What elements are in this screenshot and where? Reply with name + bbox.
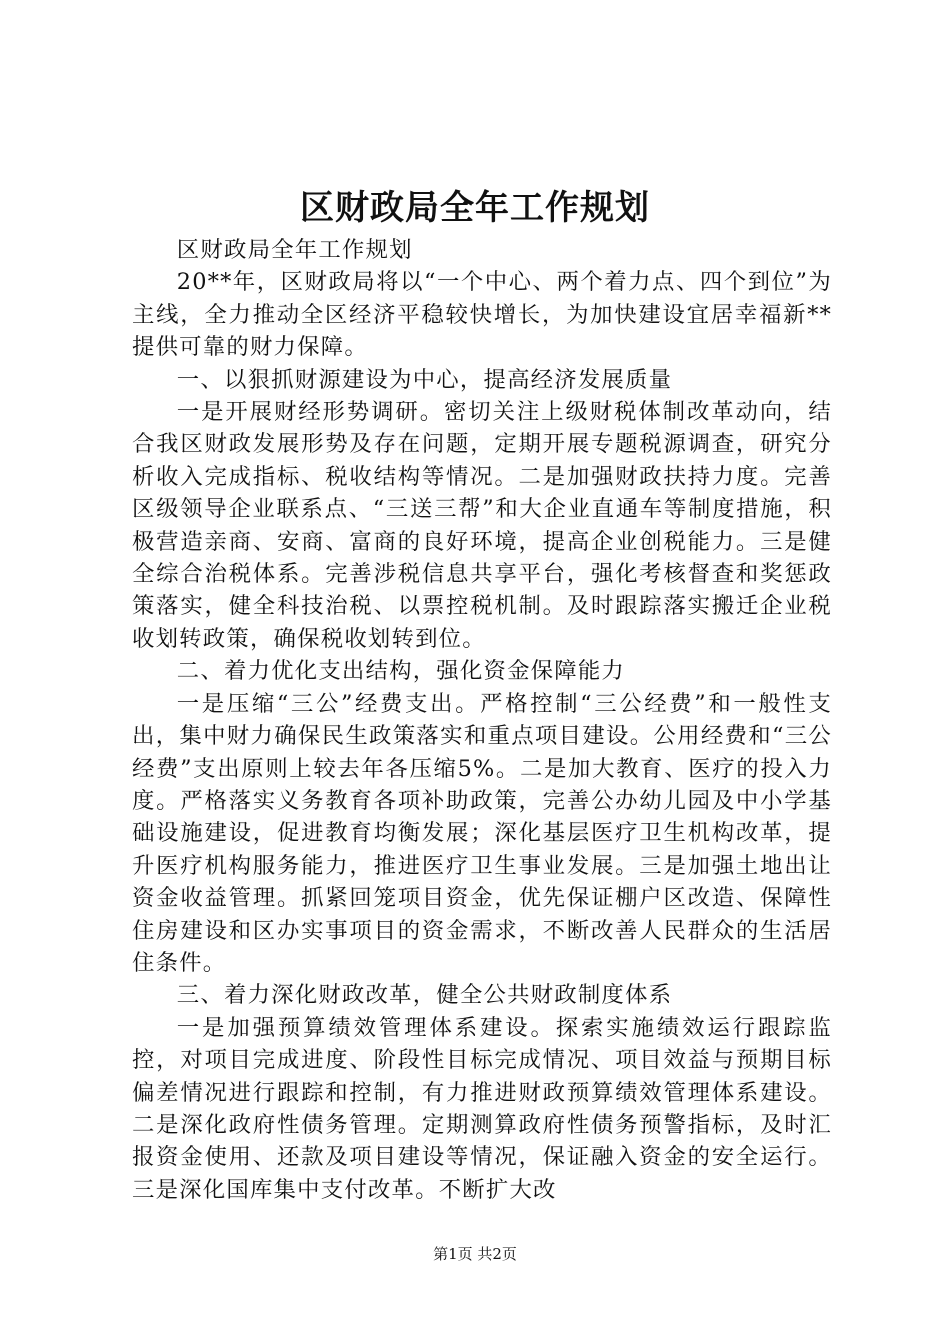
page-footer bbox=[0, 1244, 950, 1264]
body-paragraph-subtitle: 区财政局全年工作规划 bbox=[176, 237, 413, 263]
document-title: 区财政局全年工作规划 bbox=[300, 188, 650, 228]
section-heading-3: 三、着力深化财政改革，健全公共财政制度体系 bbox=[176, 982, 673, 1009]
section-heading-2: 二、着力优化支出结构，强化资金保障能力 bbox=[176, 658, 626, 685]
body-paragraph-section-3: 一是加强预算绩效管理体系建设。探索实施绩效运行跟踪监控，对项目完成进度、阶段性目标完成情况、项目效益与预期目标偏差情况进行跟踪和控制，有力推进财政预算绩效管理体系建设。二是深化政府性债务管理。定期测算政府性债务预警指标，及时汇报资金使用、还款及项目建设等情况，保证融入资金的安全运行。三是深化国库集中支付改革。不断扩大改 bbox=[132, 1014, 832, 1203]
document-body bbox=[132, 234, 832, 1206]
section-heading-1: 一、以狠抓财源建设为中心，提高经济发展质量 bbox=[176, 366, 673, 393]
page-indicator: 第1页 共2页 bbox=[433, 1245, 517, 1263]
body-paragraph-section-1: 一是开展财经形势调研。密切关注上级财税体制改革动向，结合我区财政发展形势及存在问题，定期开展专题税源调查，研究分析收入完成指标、税收结构等情况。二是加强财政扶持力度。完善区级领导企业联系点、“三送三帮”和大企业直通车等制度措施，积极营造亲商、安商、富商的良好环境，提高企业创税能力。三是健全综合治税体系。完善涉税信息共享平台，强化考核督查和奖惩政策落实，健全科技治税、以票控税机制。及时跟踪落实搬迁企业税收划转政策，确保税收划转到位。 bbox=[132, 399, 832, 652]
body-paragraph-section-2: 一是压缩“三公”经费支出。严格控制“三公经费”和一般性支出，集中财力确保民生政策落实和重点项目建设。公用经费和“三公经费”支出原则上较去年各压缩5%。二是加大教育、医疗的投入力度。严格落实义务教育各项补助政策，完善公办幼儿园及中小学基础设施建设，促进教育均衡发展；深化基层医疗卫生机构改革，提升医疗机构服务能力，推进医疗卫生事业发展。三是加强土地出让资金收益管理。抓紧回笼项目资金，优先保证棚户区改造、保障性住房建设和区办实事项目的资金需求，不断改善人民群众的生活居住条件。 bbox=[132, 690, 832, 976]
body-paragraph-intro: 20**年，区财政局将以“一个中心、两个着力点、四个到位”为主线，全力推动全区经济平稳较快增长，为加快建设宜居幸福新**提供可靠的财力保障。 bbox=[132, 269, 832, 361]
